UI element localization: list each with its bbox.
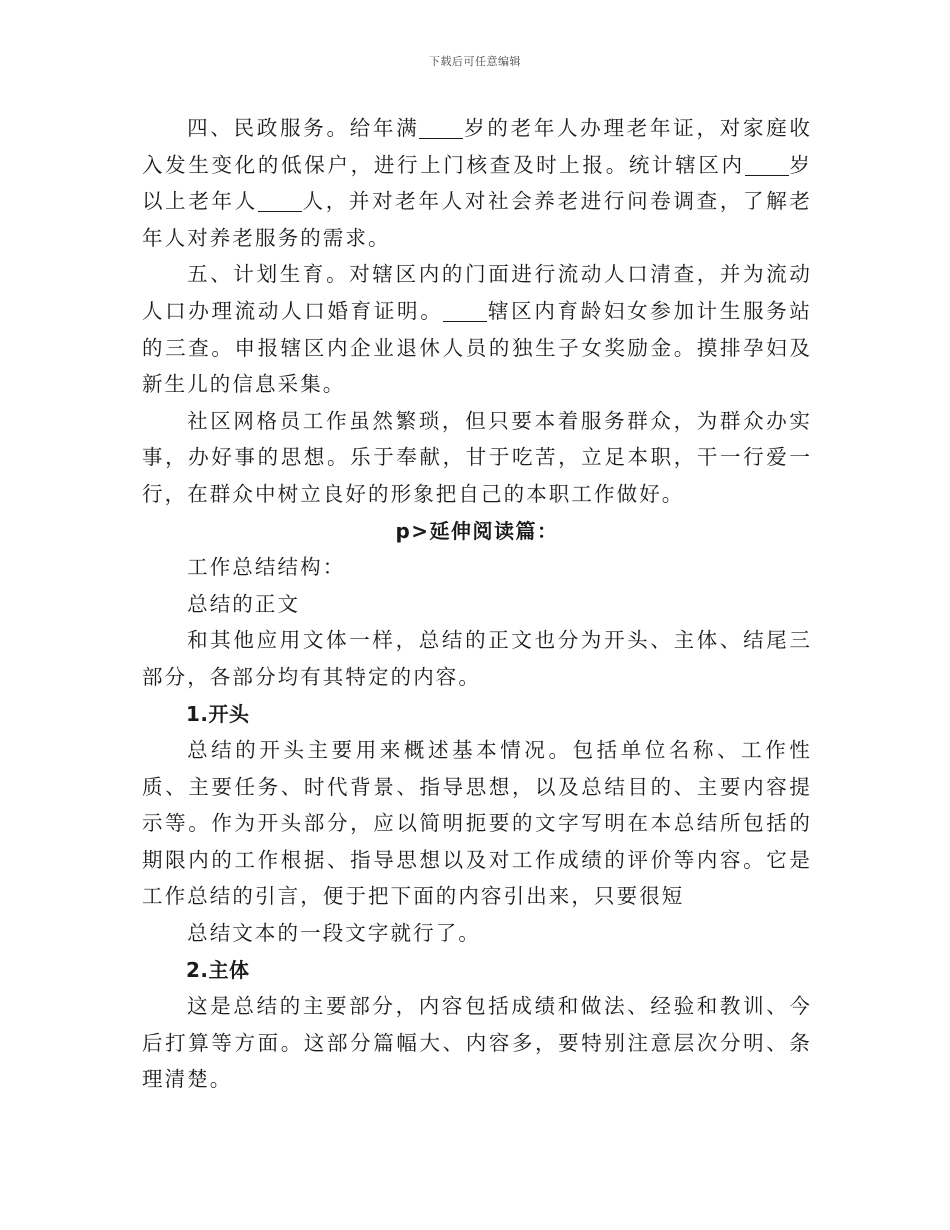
- blank-field: [419, 116, 463, 139]
- blank-field: [745, 153, 789, 176]
- family-planning-text-1: 五、计划生育。对辖区内的门面进行流动人口清查，并为流动人口办理流动人口婚育证明。: [142, 262, 812, 323]
- civil-affairs-text-4: 人，并对老年人对社会养老进行问卷调查，了解老年人对养老服务的需求。: [142, 189, 813, 250]
- extended-reading-title: p>延伸阅读篇：: [395, 518, 559, 543]
- page-header: 下载后可任意编辑: [429, 55, 521, 68]
- paragraph-opening: 总结的开头主要用来概述基本情况。包括单位名称、工作性质、主要任务、时代背景、指导思想，以及总结目的、主要内容提示等。作为开头部分，应以简明扼要的文字写明在本总结所包括的期限内的工作根据、指导思想以及对工作成绩的评价等内容。它是工作总结的引言，便于把下面的内容引出来，只要很短: [142, 738, 812, 909]
- body-label: 总结的正文: [187, 591, 301, 616]
- blank-field: [258, 189, 302, 212]
- structure-label: 工作总结结构：: [187, 555, 346, 580]
- civil-affairs-text-2: 岁的老年人办理老年证，对家庭收入发生变化的低保户，进行上门核查及时上报。统计辖区内: [142, 116, 813, 177]
- section-heading-opening: 1.开头: [186, 701, 250, 726]
- document-body: [142, 110, 812, 1098]
- blank-field: [443, 299, 487, 322]
- civil-affairs-text-3: 岁以上老年人: [142, 152, 812, 214]
- paragraph-main-body: 这是总结的主要部分，内容包括成绩和做法、经验和教训、今后打算等方面。这部分篇幅大、内容多，要特别注意层次分明、条理清楚。: [142, 994, 812, 1092]
- paragraph-intro: 和其他应用文体一样，总结的正文也分为开头、主体、结尾三部分，各部分均有其特定的内容。: [142, 628, 812, 689]
- family-planning-text-2: 辖区内育龄妇女参加计生服务站的三查。申报辖区内企业退休人员的独生子女奖励金。摸排孕妇及新生儿的信息采集。: [142, 298, 812, 397]
- paragraph-closing: 社区网格员工作虽然繁琐，但只要本着服务群众，为群众办实事，办好事的思想。乐于奉献，甘于吃苦，立足本职，干一行爱一行，在群众中树立良好的形象把自己的本职工作做好。: [142, 408, 812, 506]
- section-heading-main-body: 2.主体: [186, 957, 250, 982]
- paragraph-family-planning: [142, 256, 812, 402]
- paragraph-civil-affairs: [142, 110, 812, 256]
- paragraph-opening-cont: 总结文本的一段文字就行了。: [187, 921, 481, 946]
- civil-affairs-text-1: 四、民政服务。给年满: [187, 116, 420, 140]
